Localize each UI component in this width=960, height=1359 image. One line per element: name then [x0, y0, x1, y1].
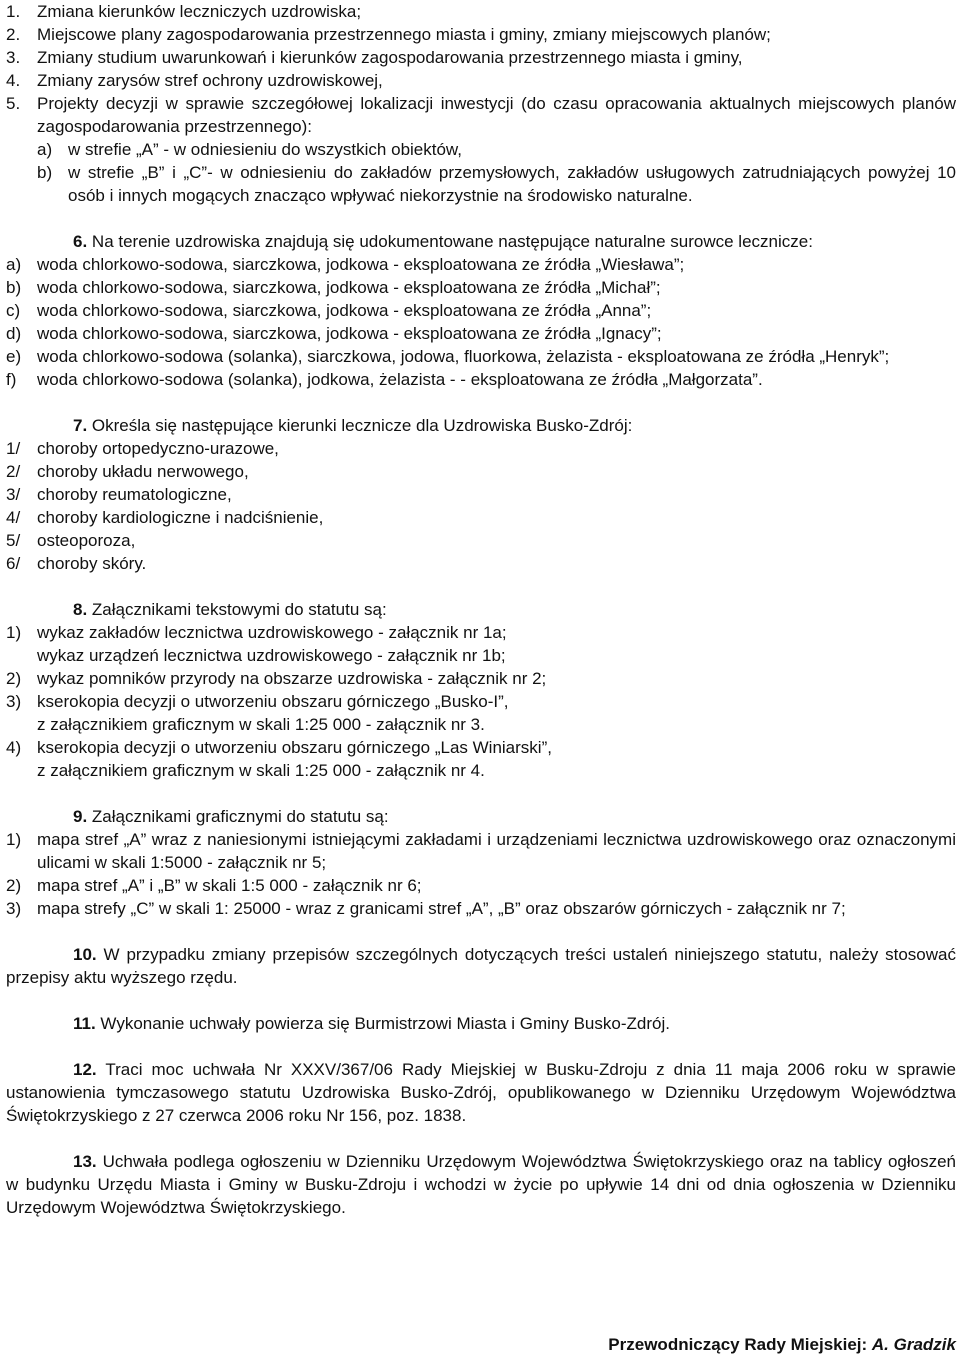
section-6-intro: 6. Na terenie uzdrowiska znajdują się udokumentowane następujące naturalne surowce lecznicze:: [73, 232, 813, 251]
list-item: 1/ choroby ortopedyczno-urazowe,: [6, 439, 279, 458]
section-7-intro: 7. Określa się następujące kierunki lecznicze dla Uzdrowiska Busko-Zdrój:: [73, 416, 633, 435]
signature: [608, 1333, 956, 1356]
list-item: 1) mapa stref „A” wraz z naniesionymi istniejącymi zakładami i urządzeniami lecznictwa uzdrowiskowego oraz oznaczonymi ulicami w skali 1:5000 - załącznik nr 5;: [6, 830, 956, 872]
section-11: 11. Wykonanie uchwały powierza się Burmistrzowi Miasta i Gminy Busko-Zdrój.: [73, 1014, 670, 1033]
list-item: 6/ choroby skóry.: [6, 554, 147, 573]
list-item: 2) mapa stref „A” i „B” w skali 1:5 000 - załącznik nr 6;: [6, 876, 422, 895]
section-8-intro: 8. Załącznikami tekstowymi do statutu są:: [73, 600, 387, 619]
list-item: 2. Miejscowe plany zagospodarowania przestrzennego miasta i gminy, zmiany miejscowych planów;: [6, 25, 771, 44]
section-number: 8.: [73, 600, 88, 619]
list-item: 5/ osteoporoza,: [6, 531, 136, 550]
list-item: 3) kserokopia decyzji o utworzeniu obszaru górniczego „Busko-I”, z załącznikiem graficznym w skali 1:25 000 - załącznik nr 3.: [6, 692, 509, 734]
section-7: [6, 414, 956, 575]
list-item: 1. Zmiana kierunków leczniczych uzdrowiska;: [6, 2, 362, 21]
list-item: d) woda chlorkowo-sodowa, siarczkowa, jodkowa - eksploatowana ze źródła „Ignacy”;: [6, 324, 662, 343]
list-item: 1) wykaz zakładów lecznictwa uzdrowiskowego - załącznik nr 1a; wykaz urządzeń lecznictwa uzdrowiskowego - załącznik nr 1b;: [6, 623, 507, 665]
list-item: 4/ choroby kardiologiczne i nadciśnienie,: [6, 508, 324, 527]
list-item: 3. Zmiany studium uwarunkowań i kierunków zagospodarowania przestrzennego miasta i gminy,: [6, 48, 743, 67]
list-item: f) woda chlorkowo-sodowa (solanka), jodkowa, żelazista - - eksploatowana ze źródła „Małgorzata”.: [6, 370, 763, 389]
section-number: 12.: [73, 1060, 97, 1079]
signature-name: A. Gradzik: [871, 1335, 956, 1354]
section-6: [6, 230, 956, 391]
sub-item: a) w strefie „A” - w odniesieniu do wszystkich obiektów,: [37, 140, 462, 159]
list-item: 3/ choroby reumatologiczne,: [6, 485, 232, 504]
list-item: 2/ choroby układu nerwowego,: [6, 462, 249, 481]
list-item: 2) wykaz pomników przyrody na obszarze uzdrowiska - załącznik nr 2;: [6, 669, 547, 688]
sub-item: b) w strefie „B” i „C”- w odniesieniu do zakładów przemysłowych, zakładów usługowych zatrudniających powyżej 10 osób i innych mogących znacząco wpływać niekorzystnie na środowisko naturalne.: [37, 163, 956, 205]
list-item: b) woda chlorkowo-sodowa, siarczkowa, jodkowa - eksploatowana ze źródła „Michał”;: [6, 278, 661, 297]
section-10: 10. W przypadku zmiany przepisów szczególnych dotyczących treści ustaleń niniejszego statutu, należy stosować przepisy aktu wyższego rzędu.: [6, 945, 956, 987]
section-number: 7.: [73, 416, 88, 435]
section-12: 12. Traci moc uchwała Nr XXXV/367/06 Rady Miejskiej w Busku-Zdroju z dnia 11 maja 2006 roku w sprawie ustanowienia tymczasowego statutu Uzdrowiska Busko-Zdrój, opublikowanego w Dzienniku Urzędowym Województwa Świętokrzyskiego z 27 czerwca 2006 roku Nr 156, poz. 1838.: [6, 1060, 956, 1125]
section-9: [6, 805, 956, 920]
section-number: 13.: [73, 1152, 97, 1171]
signature-role: Przewodniczący Rady Miejskiej:: [608, 1335, 872, 1354]
list-item: a) woda chlorkowo-sodowa, siarczkowa, jodkowa - eksploatowana ze źródła „Wiesława”;: [6, 255, 685, 274]
section-8: [6, 598, 956, 782]
list-item: 4) kserokopia decyzji o utworzeniu obszaru górniczego „Las Winiarski”, z załącznikiem graficznym w skali 1:25 000 - załącznik nr 4.: [6, 738, 552, 780]
top-list: [6, 0, 956, 207]
section-9-intro: 9. Załącznikami graficznymi do statutu są:: [73, 807, 389, 826]
list-item: 5. Projekty decyzji w sprawie szczegółowej lokalizacji inwestycji (do czasu opracowania aktualnych miejscowych planów zagospodarowania przestrzennego):: [6, 94, 956, 136]
document-page: [6, 0, 956, 1219]
section-number: 11.: [73, 1014, 96, 1033]
list-item: 4. Zmiany zarysów stref ochrony uzdrowiskowej,: [6, 71, 383, 90]
section-number: 10.: [73, 945, 97, 964]
list-item: 3) mapa strefy „C” w skali 1: 25000 - wraz z granicami stref „A”, „B” oraz obszarów górniczych - załącznik nr 7;: [6, 899, 846, 918]
section-13: 13. Uchwała podlega ogłoszeniu w Dzienniku Urzędowym Województwa Świętokrzyskiego oraz na tablicy ogłoszeń w budynku Urzędu Miasta i Gminy w Busku-Zdroju i wchodzi w życie po upływie 14 dni od dnia ogłoszenia w Dzienniku Urzędowym Województwa Świętokrzyskiego.: [6, 1152, 956, 1217]
list-item: e) woda chlorkowo-sodowa (solanka), siarczkowa, jodowa, fluorkowa, żelazista - eksploatowana ze źródła „Henryk”;: [6, 347, 890, 366]
section-number: 6.: [73, 232, 88, 251]
section-number: 9.: [73, 807, 88, 826]
list-item: c) woda chlorkowo-sodowa, siarczkowa, jodkowa - eksploatowana ze źródła „Anna”;: [6, 301, 652, 320]
